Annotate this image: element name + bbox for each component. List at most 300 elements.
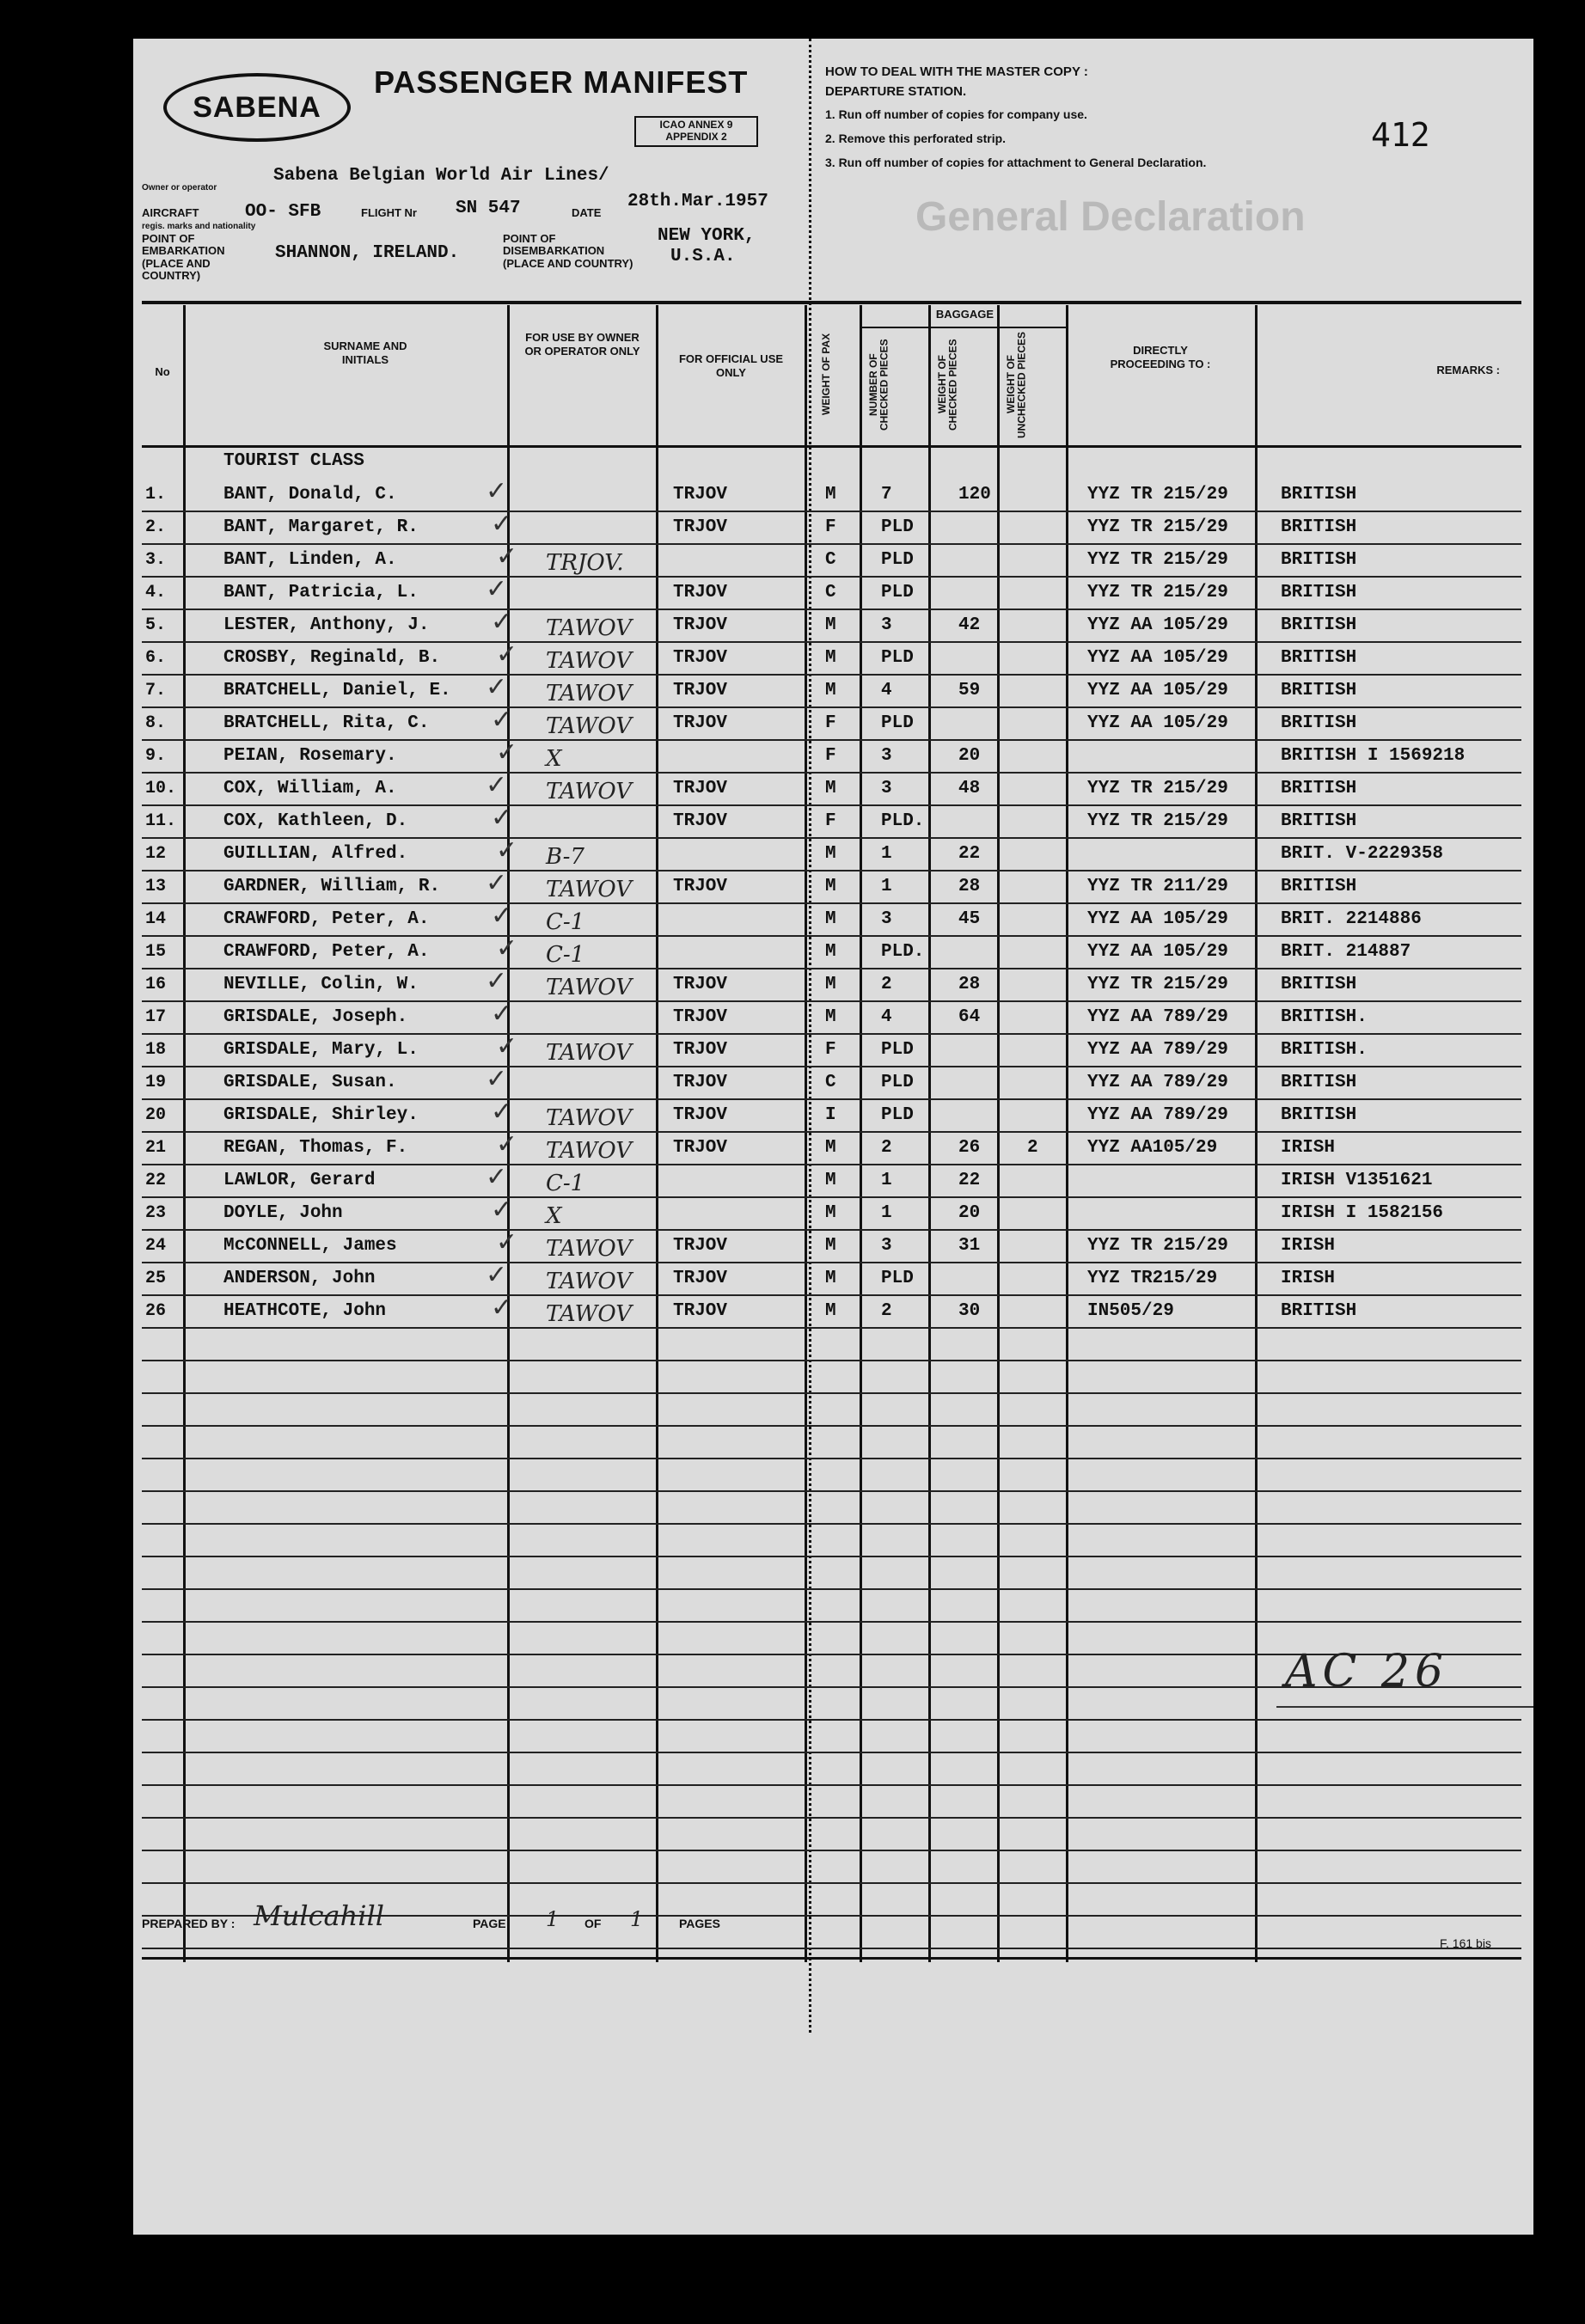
flight-label: FLIGHT Nr [361,206,417,219]
cell-w: M [825,844,836,864]
cell-owner: TAWOV [546,1040,633,1066]
cell-pcs: PLD. [881,811,925,831]
cell-no: 19 [145,1073,167,1092]
cell-w: M [825,975,836,994]
signature: Mulcahill [254,1899,384,1932]
cell-pcs: PLD [881,648,914,668]
table-row [133,1073,1533,1105]
cell-w: M [825,1301,836,1321]
cell-name: LESTER, Anthony, J. [223,615,430,635]
cell-pcs: PLD [881,550,914,570]
row-rule [142,1392,1521,1394]
cell-uw: 2 [1027,1138,1038,1158]
table-row [133,1171,1533,1203]
cell-no: 16 [145,975,167,994]
cell-dest: YYZ TR 215/29 [1087,975,1228,994]
cell-name: GARDNER, William, R. [223,877,441,896]
cell-owner: TAWOV [546,1301,633,1327]
embarkation-label [142,233,271,282]
cell-dest: YYZ TR 215/29 [1087,779,1228,798]
cell-remarks: BRIT. V-2229358 [1281,844,1444,864]
check-mark: ✓ [496,1032,518,1061]
cell-remarks: BRITISH [1281,648,1357,668]
cell-no: 20 [145,1105,167,1125]
cell-no: 14 [145,909,167,929]
check-mark: ✓ [486,673,508,701]
cell-no: 22 [145,1171,167,1190]
owner-value: Sabena Belgian World Air Lines/ [273,166,609,186]
cell-wt: 28 [958,877,981,896]
cell-remarks: BRITISH [1281,485,1357,505]
cell-pcs: PLD [881,517,914,537]
cell-name: CROSBY, Reginald, B. [223,648,441,668]
cell-dest: YYZ AA 789/29 [1087,1105,1228,1125]
aircraft-value: OO- SFB [245,202,321,222]
cell-wt: 120 [958,485,991,505]
check-mark: ✓ [491,1293,513,1322]
cell-name: BANT, Linden, A. [223,550,397,570]
table-row [133,942,1533,975]
check-mark: ✓ [496,640,518,669]
check-mark: ✓ [496,934,518,963]
check-mark: ✓ [496,836,518,865]
cell-pcs: 1 [881,844,892,864]
row-rule [142,1948,1521,1949]
cell-wt: 59 [958,681,981,700]
cell-no: 11. [145,811,177,831]
check-mark: ✓ [496,542,518,571]
class-label: TOURIST CLASS [223,451,364,471]
cell-no: 4. [145,583,167,602]
cell-pcs: 1 [881,877,892,896]
cell-owner: X [546,1203,562,1229]
row-rule [142,1523,1521,1525]
cell-pcs: PLD [881,1269,914,1288]
cell-no: 8. [145,713,167,733]
cell-wt: 48 [958,779,981,798]
page-label: PAGE [473,1917,506,1930]
cell-official: TRJOV [673,811,728,831]
cell-no: 3. [145,550,167,570]
table-row [133,615,1533,648]
cell-pcs: 4 [881,681,892,700]
cell-no: 6. [145,648,167,668]
cell-no: 12 [145,844,167,864]
disembarkation-sublabel: (PLACE AND COUNTRY) [503,256,633,270]
cell-dest: YYZ TR 215/29 [1087,485,1228,505]
cell-remarks: BRITISH [1281,615,1357,635]
cell-pcs: 3 [881,779,892,798]
cell-no: 18 [145,1040,167,1060]
cell-remarks: BRITISH [1281,1105,1357,1125]
check-mark: ✓ [491,1098,513,1126]
cell-owner: TAWOV [546,1138,633,1164]
cell-name: GRISDALE, Shirley. [223,1105,419,1125]
sabena-logo: SABENA [163,73,351,142]
cell-name: McCONNELL, James [223,1236,397,1256]
cell-w: M [825,909,836,929]
cell-wt: 31 [958,1236,981,1256]
col-header-wtunchecked: WEIGHT OF UNCHECKED PIECES [1005,331,1028,438]
table-row [133,975,1533,1007]
embarkation-value: SHANNON, IRELAND. [275,243,460,263]
cell-no: 23 [145,1203,167,1223]
table-top-rule [142,301,1521,304]
cell-no: 17 [145,1007,167,1027]
cell-pcs: PLD. [881,942,925,962]
cell-pcs: 3 [881,1236,892,1256]
table-row [133,648,1533,681]
table-row [133,1007,1533,1040]
check-mark: ✓ [491,510,513,538]
cell-pcs: 2 [881,1138,892,1158]
table-row [133,877,1533,909]
cell-w: C [825,550,836,570]
baggage-rule [860,327,1068,328]
check-mark: ✓ [486,771,508,799]
row-rule [142,1360,1521,1361]
row-rule [142,1850,1521,1851]
cell-w: M [825,1171,836,1190]
cell-remarks: BRITISH [1281,681,1357,700]
embarkation-label-text: POINT OF EMBARKATION [142,232,225,258]
cell-pcs: 3 [881,746,892,766]
ghost-heading: General Declaration [915,194,1306,240]
cell-name: CRAWFORD, Peter, A. [223,909,430,929]
cell-wt: 20 [958,746,981,766]
cell-wt: 30 [958,1301,981,1321]
row-rule [142,1882,1521,1884]
cell-dest: YYZ AA 105/29 [1087,713,1228,733]
table-row [133,713,1533,746]
of-label: OF [584,1917,602,1930]
cell-name: BANT, Donald, C. [223,485,397,505]
table-row [133,779,1533,811]
cell-dest: YYZ TR 215/29 [1087,1236,1228,1256]
check-mark: ✓ [486,477,508,505]
cell-dest: YYZ AA 105/29 [1087,909,1228,929]
cell-owner: TAWOV [546,1236,633,1262]
cell-wt: 22 [958,1171,981,1190]
cell-w: M [825,615,836,635]
cell-w: M [825,877,836,896]
table-row [133,1301,1533,1334]
cell-official: TRJOV [673,681,728,700]
cell-w: I [825,1105,836,1125]
cell-name: HEATHCOTE, John [223,1301,387,1321]
cell-pcs: 3 [881,909,892,929]
owner-label: Owner or operator [142,183,217,193]
cell-owner: TAWOV [546,975,633,1000]
cell-owner: TAWOV [546,779,633,804]
instruction-step-2: 2. Remove this perforated strip. [825,131,1007,145]
cell-remarks: BRITISH [1281,877,1357,896]
cell-dest: YYZ TR 215/29 [1087,517,1228,537]
cell-w: M [825,1138,836,1158]
check-mark: ✓ [496,1228,518,1257]
icao-box [634,116,758,147]
date-value: 28th.Mar.1957 [627,192,768,211]
cell-remarks: BRIT. 2214886 [1281,909,1422,929]
cell-official: TRJOV [673,1073,728,1092]
cell-name: COX, Kathleen, D. [223,811,408,831]
cell-name: GRISDALE, Joseph. [223,1007,408,1027]
check-mark: ✓ [486,1261,508,1289]
table-row [133,517,1533,550]
table-row [133,909,1533,942]
cell-remarks: BRITISH [1281,583,1357,602]
cell-remarks: BRITISH. [1281,1040,1368,1060]
cell-name: REGAN, Thomas, F. [223,1138,408,1158]
flight-value: SN 547 [456,199,521,218]
cell-name: ANDERSON, John [223,1269,376,1288]
cell-official: TRJOV [673,877,728,896]
cell-pcs: 1 [881,1203,892,1223]
check-mark: ✓ [486,1163,508,1191]
cell-official: TRJOV [673,1138,728,1158]
cell-w: F [825,517,836,537]
cell-official: TRJOV [673,648,728,668]
instructions-heading: HOW TO DEAL WITH THE MASTER COPY : [825,64,1088,79]
instruction-step-3: 3. Run off number of copies for attachment to General Declaration. [825,156,1207,169]
check-mark: ✓ [491,706,513,734]
cell-no: 13 [145,877,167,896]
col-header-owner: FOR USE BY OWNER OR OPERATOR ONLY [524,331,640,358]
check-mark: ✓ [486,1065,508,1093]
cell-pcs: 3 [881,615,892,635]
cell-w: M [825,779,836,798]
cell-w: F [825,811,836,831]
cell-w: M [825,1269,836,1288]
cell-name: GRISDALE, Susan. [223,1073,397,1092]
cell-remarks: BRITISH [1281,1073,1357,1092]
pages-label: PAGES [679,1917,720,1930]
cell-dest: YYZ AA 789/29 [1087,1073,1228,1092]
cell-owner: TAWOV [546,713,633,739]
cell-official: TRJOV [673,1301,728,1321]
cell-official: TRJOV [673,517,728,537]
cell-official: TRJOV [673,1105,728,1125]
col-header-remarks: REMARKS : [1436,364,1500,376]
check-mark: ✓ [486,967,508,995]
cell-remarks: IRISH [1281,1236,1336,1256]
table-row [133,1269,1533,1301]
cell-dest: YYZ TR 211/29 [1087,877,1228,896]
table-row [133,1105,1533,1138]
instructions-station: DEPARTURE STATION. [825,84,967,99]
cell-owner: C-1 [546,1171,585,1196]
check-mark: ✓ [491,804,513,832]
cell-name: LAWLOR, Gerard [223,1171,376,1190]
cell-w: M [825,1203,836,1223]
cell-pcs: 1 [881,1171,892,1190]
row-rule [142,1556,1521,1557]
col-header-surname: SURNAME AND INITIALS [323,339,407,367]
cell-w: M [825,485,836,505]
cell-official: TRJOV [673,1269,728,1288]
cell-w: M [825,1236,836,1256]
page-number: 412 [1371,116,1430,154]
cell-wt: 22 [958,844,981,864]
cell-name: BANT, Patricia, L. [223,583,419,602]
cell-official: TRJOV [673,1040,728,1060]
cell-official: TRJOV [673,583,728,602]
col-header-no: No [155,365,170,378]
row-rule [142,1621,1521,1623]
cell-remarks: BRITISH [1281,1301,1357,1321]
table-row [133,485,1533,517]
cell-w: C [825,1073,836,1092]
cell-official: TRJOV [673,615,728,635]
table-bottom-rule [142,1957,1521,1960]
form-code: F. 161 bis [1440,1936,1491,1950]
table-row [133,746,1533,779]
cell-no: 2. [145,517,167,537]
table-row [133,844,1533,877]
row-rule [142,1458,1521,1459]
col-header-official: FOR OFFICIAL USE ONLY [678,352,784,380]
icao-line-2: APPENDIX 2 [665,130,727,143]
instructions [825,64,1206,169]
cell-official: TRJOV [673,1007,728,1027]
cell-remarks: BRITISH [1281,550,1357,570]
cell-remarks: BRITISH [1281,779,1357,798]
cell-w: C [825,583,836,602]
cell-remarks: BRIT. 214887 [1281,942,1411,962]
row-rule [142,1784,1521,1786]
check-mark: ✓ [491,608,513,636]
embarkation-sublabel: (PLACE AND COUNTRY) [142,256,211,282]
table-row [133,1138,1533,1171]
cell-dest: YYZ TR 215/29 [1087,583,1228,602]
cell-dest: YYZ TR 215/29 [1087,811,1228,831]
cell-name: COX, William, A. [223,779,397,798]
header-bottom-rule [142,445,1521,448]
col-header-baggage: BAGGAGE [935,308,994,321]
cell-w: F [825,746,836,766]
aircraft-label: AIRCRAFT [142,206,199,219]
page-title: PASSENGER MANIFEST [374,64,749,100]
cell-dest: YYZ AA 789/29 [1087,1040,1228,1060]
cell-no: 9. [145,746,167,766]
cell-official: TRJOV [673,485,728,505]
cell-owner: C-1 [546,909,585,935]
check-mark: ✓ [486,869,508,897]
col-header-pieces: NUMBER OF CHECKED PIECES [867,339,890,431]
cell-no: 24 [145,1236,167,1256]
row-rule [142,1490,1521,1492]
cell-name: BRATCHELL, Rita, C. [223,713,430,733]
cell-official: TRJOV [673,713,728,733]
cell-dest: YYZ AA 105/29 [1087,942,1228,962]
row-rule [142,1752,1521,1753]
cell-dest: YYZ TR215/29 [1087,1269,1218,1288]
instruction-step-1: 1. Run off number of copies for company use. [825,107,1087,121]
cell-dest: YYZ AA 105/29 [1087,681,1228,700]
cell-remarks: IRISH I 1582156 [1281,1203,1444,1223]
row-rule [142,1719,1521,1721]
annotation: AC 26 [1285,1646,1449,1697]
prepared-by-label: PREPARED BY : [142,1917,236,1930]
date-label: DATE [572,206,602,219]
table-row [133,1236,1533,1269]
cell-name: BRATCHELL, Daniel, E. [223,681,451,700]
annotation-underline [1276,1706,1533,1708]
cell-pcs: PLD [881,1073,914,1092]
cell-owner: TAWOV [546,1269,633,1294]
cell-pcs: PLD [881,583,914,602]
cell-w: M [825,942,836,962]
cell-wt: 20 [958,1203,981,1223]
cell-owner: TAWOV [546,877,633,902]
table-row [133,811,1533,844]
cell-owner: TAWOV [546,615,633,641]
cell-wt: 28 [958,975,981,994]
disembarkation-label-text: POINT OF DISEMBARKATION [503,232,605,258]
check-mark: ✓ [491,1196,513,1224]
cell-name: PEIAN, Rosemary. [223,746,397,766]
cell-wt: 45 [958,909,981,929]
cell-w: M [825,681,836,700]
cell-owner: TRJOV. [546,550,624,576]
cell-pcs: PLD [881,1040,914,1060]
cell-dest: YYZ AA 105/29 [1087,615,1228,635]
cell-dest: YYZ TR 215/29 [1087,550,1228,570]
regis-label: regis. marks and nationality [142,222,256,231]
row-rule [142,1425,1521,1427]
cell-no: 25 [145,1269,167,1288]
cell-no: 26 [145,1301,167,1321]
cell-remarks: BRITISH I 1569218 [1281,746,1466,766]
cell-owner: TAWOV [546,1105,633,1131]
table-row [133,1203,1533,1236]
disembarkation-value-2: U.S.A. [670,247,736,266]
cell-pcs: PLD [881,713,914,733]
cell-w: F [825,713,836,733]
col-header-weight: WEIGHT OF PAX [820,333,832,415]
cell-name: NEVILLE, Colin, W. [223,975,419,994]
cell-official: TRJOV [673,779,728,798]
table-row [133,681,1533,713]
table-row [133,550,1533,583]
icao-line-1: ICAO ANNEX 9 [659,119,733,131]
table-row [133,583,1533,615]
cell-remarks: IRISH V1351621 [1281,1171,1433,1190]
of-value: 1 [630,1907,644,1931]
check-mark: ✓ [496,738,518,767]
cell-dest: IN505/29 [1087,1301,1174,1321]
cell-remarks: BRITISH [1281,713,1357,733]
cell-remarks: IRISH [1281,1269,1336,1288]
cell-owner: TAWOV [546,681,633,706]
cell-official: TRJOV [673,975,728,994]
cell-wt: 42 [958,615,981,635]
check-mark: ✓ [491,902,513,930]
cell-no: 5. [145,615,167,635]
cell-w: F [825,1040,836,1060]
cell-name: GUILLIAN, Alfred. [223,844,408,864]
cell-owner: X [546,746,562,772]
cell-pcs: 2 [881,1301,892,1321]
cell-pcs: 7 [881,485,892,505]
cell-dest: YYZ AA 789/29 [1087,1007,1228,1027]
cell-remarks: IRISH [1281,1138,1336,1158]
cell-dest: YYZ AA 105/29 [1087,648,1228,668]
cell-owner: TAWOV [546,648,633,674]
disembarkation-value-1: NEW YORK, [658,226,756,246]
cell-name: GRISDALE, Mary, L. [223,1040,419,1060]
cell-owner: B-7 [546,844,584,870]
